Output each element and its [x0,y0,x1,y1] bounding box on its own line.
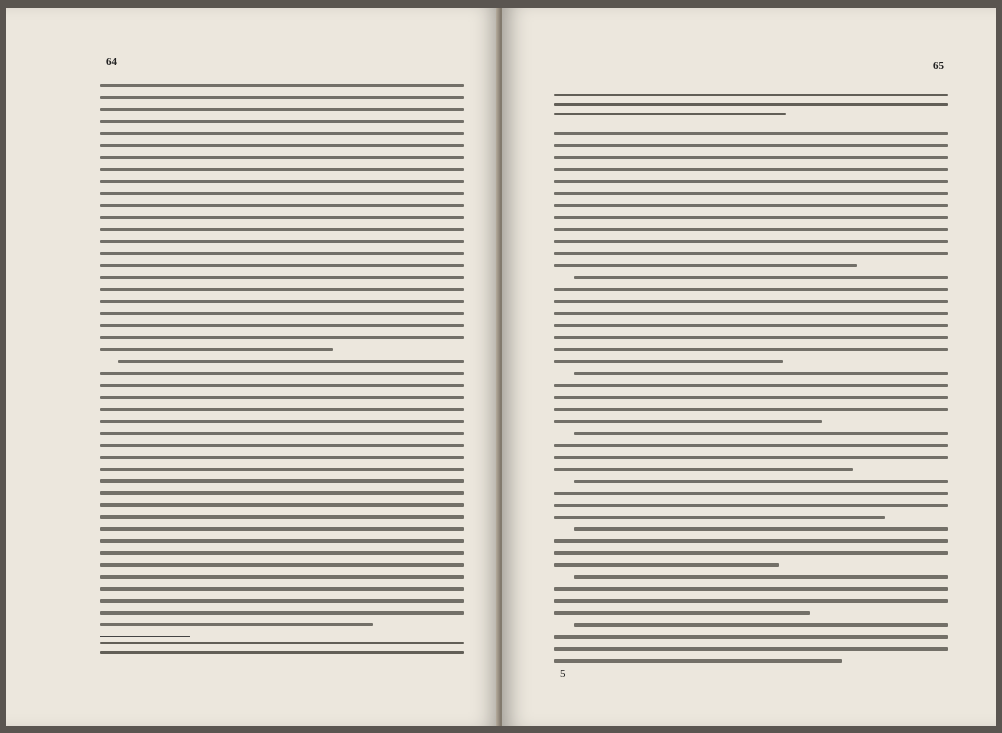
text-line [554,144,948,147]
text-line [100,515,464,518]
text-line [100,300,464,303]
text-line [100,372,464,375]
text-line [554,132,948,135]
text-line [554,384,948,387]
text-line [554,228,948,231]
text-line [554,113,786,115]
footnote-rule-left [100,636,190,637]
right-body-text [554,132,948,671]
text-line [554,647,948,650]
text-line [554,180,948,183]
text-line [554,539,948,542]
text-line [554,563,779,566]
text-line [574,432,948,435]
text-line [100,491,464,494]
text-line [554,264,857,267]
text-line [574,480,948,483]
text-line [574,372,948,375]
text-line [100,276,464,279]
text-line [100,420,464,423]
text-line [100,551,464,554]
text-line [554,516,885,519]
right-page [502,8,996,726]
text-line [100,336,464,339]
text-line [100,623,373,626]
left-footnote-text [100,642,464,661]
text-line [554,94,948,96]
text-line [100,168,464,171]
text-line [574,623,948,626]
text-line [554,336,948,339]
text-line [554,348,948,351]
text-line [100,384,464,387]
text-line [100,599,464,602]
text-line [554,156,948,159]
text-line [100,144,464,147]
page-number-right: 65 [933,60,944,72]
text-line [100,216,464,219]
text-line [100,432,464,435]
text-line [100,563,464,566]
text-line [554,456,948,459]
text-line [100,108,464,111]
text-line [554,168,948,171]
text-line [100,156,464,159]
text-line [100,204,464,207]
text-line [554,504,948,507]
text-line [554,611,810,614]
text-line [100,132,464,135]
text-line [554,192,948,195]
text-line [574,527,948,530]
text-line [100,180,464,183]
text-line [554,396,948,399]
text-line [100,444,464,447]
text-line [100,539,464,542]
text-line [100,228,464,231]
text-line [118,360,464,363]
signature-mark: 5 [560,668,566,680]
text-line [100,312,464,315]
text-line [554,659,842,662]
text-line [554,252,948,255]
text-line [554,468,853,471]
page-number-left: 64 [106,56,117,68]
text-line [554,204,948,207]
text-line [100,642,464,644]
text-line [554,324,948,327]
text-line [574,276,948,279]
text-line [554,312,948,315]
text-line [554,300,948,303]
text-line [100,611,464,614]
text-line [554,408,948,411]
text-line [100,84,464,87]
text-line [554,635,948,638]
text-line [100,456,464,459]
text-line [100,288,464,291]
text-line [554,360,783,363]
right-footnote-text [554,94,948,122]
text-line [554,103,948,105]
text-line [100,240,464,243]
text-line [554,492,948,495]
text-line [100,348,333,351]
text-line [100,479,464,482]
text-line [100,264,464,267]
text-line [574,575,948,578]
text-line [100,324,464,327]
text-line [100,587,464,590]
text-line [100,527,464,530]
text-line [100,468,464,471]
text-line [100,396,464,399]
text-line [100,192,464,195]
text-line [554,420,822,423]
text-line [554,551,948,554]
text-line [554,288,948,291]
text-line [554,240,948,243]
text-line [100,120,464,123]
text-line [100,503,464,506]
text-line [100,575,464,578]
text-line [554,587,948,590]
text-line [100,408,464,411]
left-body-text [100,84,464,635]
text-line [554,444,948,447]
text-line [554,216,948,219]
text-line [100,252,464,255]
text-line [100,651,464,653]
text-line [100,96,464,99]
left-page [6,8,500,726]
text-line [554,599,948,602]
